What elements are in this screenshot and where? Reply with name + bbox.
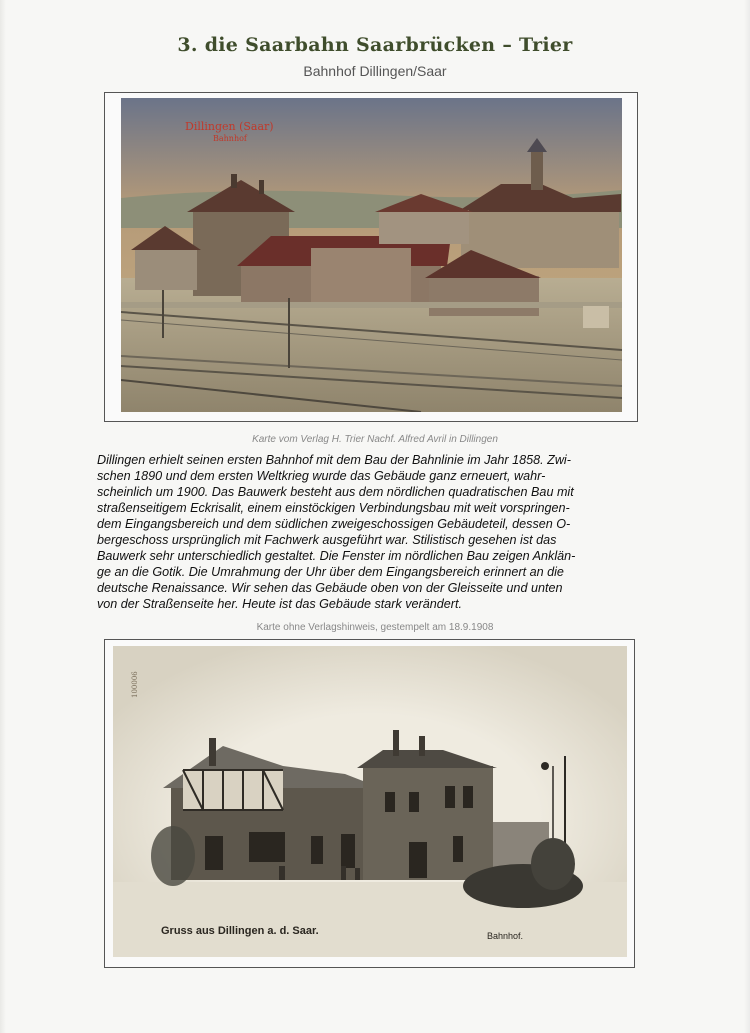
postcard2-illustration [113,646,627,957]
postcard2-image [113,646,627,957]
page-subtitle: Bahnhof Dillingen/Saar [303,63,447,79]
postcard2-label: Bahnhof. [487,931,524,941]
body-line: schen 1890 und dem ersten Weltkrieg wurde das Gebäude ganz erneuert, wahr- [97,469,546,483]
postcard2-serial: 100006 [131,671,139,698]
postcard1-image [121,98,622,412]
body-line: deutsche Renaissance. Wir sehen das Gebäude oben von der Gleisseite und unten [97,581,563,595]
body-line: straßenseitigem Eckrisalit, einem einstöckigen Verbindungsbau mit weit vorspringen- [97,501,570,515]
body-line: bergeschoss ursprünglich mit Fachwerk ausgeführt war. Stilistisch gesehen ist das [97,533,557,547]
body-line: Dillingen erhielt seinen ersten Bahnhof mit dem Bau der Bahnlinie im Jahr 1858. Zwi- [97,453,571,467]
postcard2-greeting: Gruss aus Dillingen a. d. Saar. [161,925,319,937]
postcard1-label-line2: Bahnhof [213,134,247,143]
postcard2-caption: Karte ohne Verlagshinweis, gestempelt am 18.9.1908 [256,622,494,633]
postcard1-caption: Karte vom Verlag H. Trier Nachf. Alfred Avril in Dillingen [252,434,498,445]
body-line: ge an die Gotik. Die Umrahmung der Uhr über dem Eingangsbereich erinnert an die [97,565,564,579]
postcard1-label-line1: Dillingen (Saar) [185,120,274,133]
postcard1-illustration [121,98,622,412]
body-line: Bauwerk sehr unterschiedlich gestaltet. Die Fenster im nördlichen Bau zeigen Anklän- [97,549,576,563]
body-text [97,452,645,612]
body-line: dem Eingangsbereich und dem südlichen zweigeschossigen Gebäudeteil, dessen O- [97,517,571,531]
body-line: von der Straßenseite her. Heute ist das Gebäude stark verändert. [97,597,462,611]
page-title: 3. die Saarbahn Saarbrücken – Trier [177,34,573,56]
body-line: scheinlich um 1900. Das Bauwerk besteht aus dem nördlichen quadratischen Bau mit [97,485,574,499]
